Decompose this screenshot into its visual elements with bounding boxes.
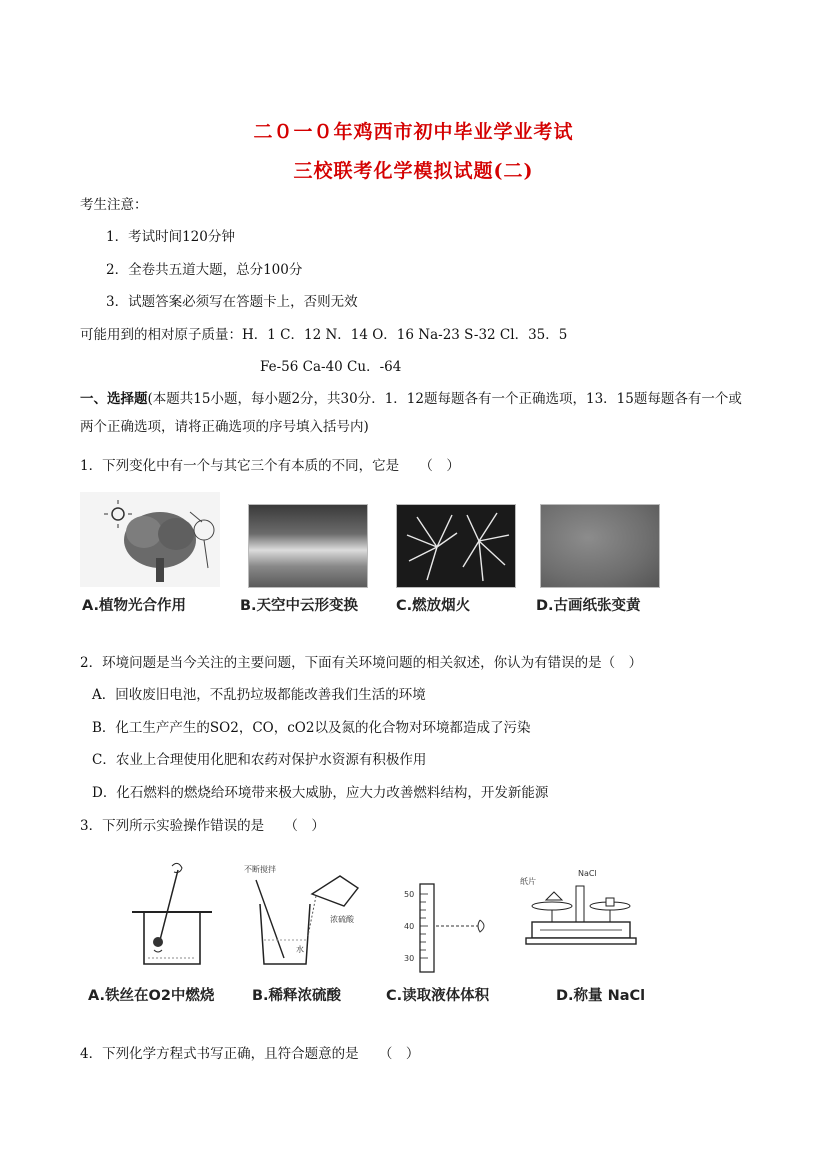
scale-30-label: 30 xyxy=(404,954,415,963)
q2-stem: 2．环境问题是当今关注的主要问题，下面有关环境问题的相关叙述，你认为有错误的是（ ） xyxy=(80,655,643,671)
q1-stem: 1．下列变化中有一个与其它三个有本质的不同，它是 （ ） xyxy=(80,458,460,474)
section1-instructions xyxy=(80,385,750,441)
q1-option-b: B.天空中云形变换 xyxy=(240,598,359,614)
q3-option-b: B.稀释浓硫酸 xyxy=(252,988,342,1004)
water-label: 水 xyxy=(296,945,304,954)
dilute-sulfuric-acid-drawing xyxy=(240,860,370,970)
q2-option-a: A．回收废旧电池，不乱扔垃圾都能改善我们生活的环境 xyxy=(92,687,426,703)
notice-item-2: 2．全卷共五道大题，总分100分 xyxy=(106,262,303,278)
paper-label: 纸片 xyxy=(520,877,536,886)
fireworks-photo xyxy=(396,504,516,588)
q3-figure xyxy=(80,856,680,1006)
exam-title: 二０一０年鸡西市初中毕业学业考试 xyxy=(253,121,574,143)
q3-option-d: D.称量 NaCl xyxy=(556,988,646,1004)
q2-option-d: D．化石燃料的燃烧给环境带来极大威胁，应大力改善燃料结构，开发新能源 xyxy=(92,785,549,801)
exam-subtitle: 三校联考化学模拟试题(二) xyxy=(293,160,534,182)
q1-option-a: A.植物光合作用 xyxy=(82,598,186,614)
notice-item-1: 1．考试时间120分钟 xyxy=(106,229,235,245)
q2-option-b: B．化工生产产生的SO2，CO，cO2以及氮的化合物对环境都造成了污染 xyxy=(92,720,531,736)
notice-item-3: 3．试题答案必须写在答题卡上，否则无效 xyxy=(106,294,358,310)
q4-stem: 4．下列化学方程式书写正确，且符合题意的是 （ ） xyxy=(80,1046,420,1062)
scale-40-label: 40 xyxy=(404,922,415,931)
q3-option-c: C.读取液体体积 xyxy=(386,988,490,1004)
acid-label: 浓硫酸 xyxy=(330,915,354,924)
section1-title: 一、选择题 xyxy=(80,391,148,407)
q2-option-c: C．农业上合理使用化肥和农药对保护水资源有积极作用 xyxy=(92,752,427,768)
q1-option-d: D.古画纸张变黄 xyxy=(536,598,641,614)
q3-option-a: A.铁丝在O2中燃烧 xyxy=(88,988,215,1004)
iron-wire-jar-drawing xyxy=(124,860,224,970)
q1-figure xyxy=(80,492,670,620)
stir-label: 不断搅拌 xyxy=(244,865,276,874)
atomic-mass-line-2: Fe-56 Ca-40 Cu．-64 xyxy=(260,359,402,375)
balance-drawing xyxy=(516,864,646,964)
nacl-label: NaCl xyxy=(578,869,597,878)
tree-photosynthesis-image xyxy=(80,492,220,587)
atomic-mass-line-1: 可能用到的相对原子质量：H．1 C．12 N．14 O．16 Na-23 S-32 Cl．35．5 xyxy=(80,327,568,343)
notice-heading: 考生注意： xyxy=(80,197,148,213)
graduated-cylinder-drawing xyxy=(396,880,506,975)
clouds-photo xyxy=(248,504,368,588)
old-painting-photo xyxy=(540,504,660,588)
section1-description: (本题共15小题，每小题2分，共30分．1．12题每题各有一个正确选项，13．15题每题各有一个或两个正确选项，请将正确选项的序号填入括号内) xyxy=(80,391,742,435)
scale-50-label: 50 xyxy=(404,890,415,899)
q3-stem: 3．下列所示实验操作错误的是 （ ） xyxy=(80,818,325,834)
q1-option-c: C.燃放烟火 xyxy=(396,598,471,614)
